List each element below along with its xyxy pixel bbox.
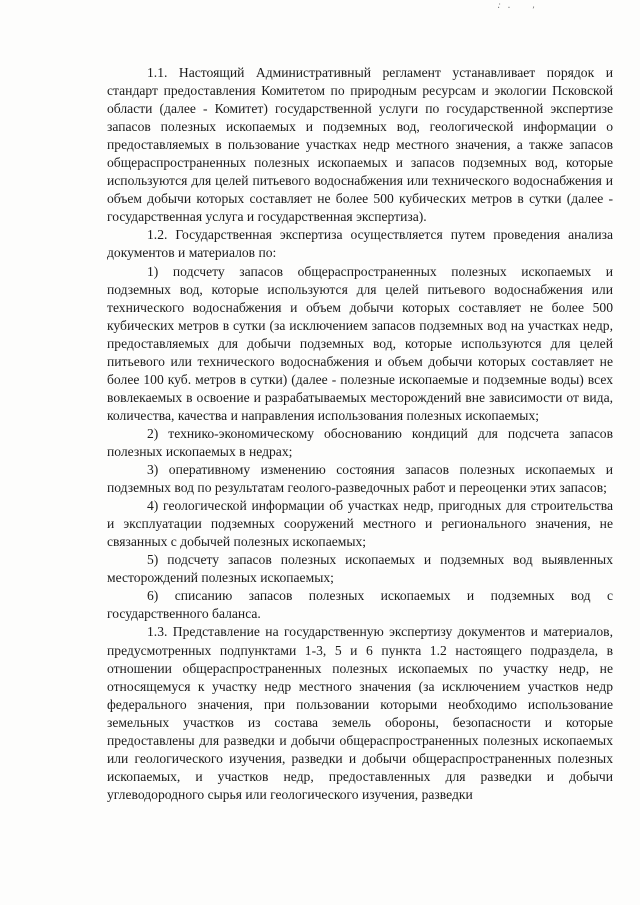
paragraph-1-2: 1.2. Государственная экспертиза осуществляется путем проведения анализа документов и материалов по: <box>107 227 613 261</box>
paragraph-1-3: 1.3. Представление на государственную экспертизу документов и материалов, предусмотренных подпунктами 1-3, 5 и 6 пункта 1.2 настоящего подраздела, в отношении общераспространенных полезных ископаемых по участку недр, не относящемуся к участку недр местного значения (за исключением участков недр федерального значения, при пользовании которыми необходимо использование земельных участков из состава земель обороны, безопасности и которые предоставлены для разведки и добычи общераспространенных полезных ископаемых или геологического изучения, разведки и добычи общераспространенных полезных ископаемых, и участков недр, предоставленных для разведки и добычи углеводородного сырья или геологического изучения, разведки <box>107 624 613 802</box>
list-item-2: 2) технико-экономическому обоснованию кондиций для подсчета запасов полезных ископаемых в недрах; <box>107 425 613 459</box>
scan-artifact: ·͘ · <box>497 3 513 14</box>
paragraph-1-1: 1.1. Настоящий Административный регламент устанавливает порядок и стандарт предоставления Комитетом по природным ресурсам и экологии Псковской области (далее - Комитет) государственной услуги по государственной экспертизе запасов полезных ископаемых и подземных вод, геологической информации о предоставляемых в пользование участках недр местного значения, а также запасов общераспространенных полезных ископаемых и запасов подземных вод, которые используются для целей питьевого водоснабжения или технического водоснабжения и объем добычи которых составляет не более 500 кубических метров в сутки (далее - государственная услуга и государственная экспертиза). <box>107 65 613 225</box>
list-item-1: 1) подсчету запасов общераспространенных полезных ископаемых и подземных вод, которые используются для целей питьевого водоснабжения или технического водоснабжения и объем добычи которых составляет не более 500 кубических метров в сутки (за исключением запасов подземных вод на участках недр, предоставляемых для добычи подземных вод, которые используются для целей питьевого или технического водоснабжения и объем добычи которых составляет не более 100 куб. метров в сутки) (далее - полезные ископаемые и подземные воды) всех вовлекаемых в освоение и разрабатываемых месторождений вне зависимости от вида, количества, качества и направления использования полезных ископаемых; <box>107 263 613 423</box>
list-item-6: 6) списанию запасов полезных ископаемых и подземных вод с государственного баланса. <box>107 588 613 622</box>
list-item-4: 4) геологической информации об участках недр, пригодных для строительства и эксплуатации подземных сооружений местного и регионального значения, не связанных с добычей полезных ископаемых; <box>107 498 613 550</box>
list-item-3: 3) оперативному изменению состояния запасов полезных ископаемых и подземных вод по результатам геолого-разведочных работ и переоценки этих запасов; <box>107 462 613 496</box>
scan-artifact: ʼ <box>532 6 535 16</box>
document-body <box>107 64 613 804</box>
list-item-5: 5) подсчету запасов полезных ископаемых и подземных вод выявленных месторождений полезных ископаемых; <box>107 552 613 586</box>
